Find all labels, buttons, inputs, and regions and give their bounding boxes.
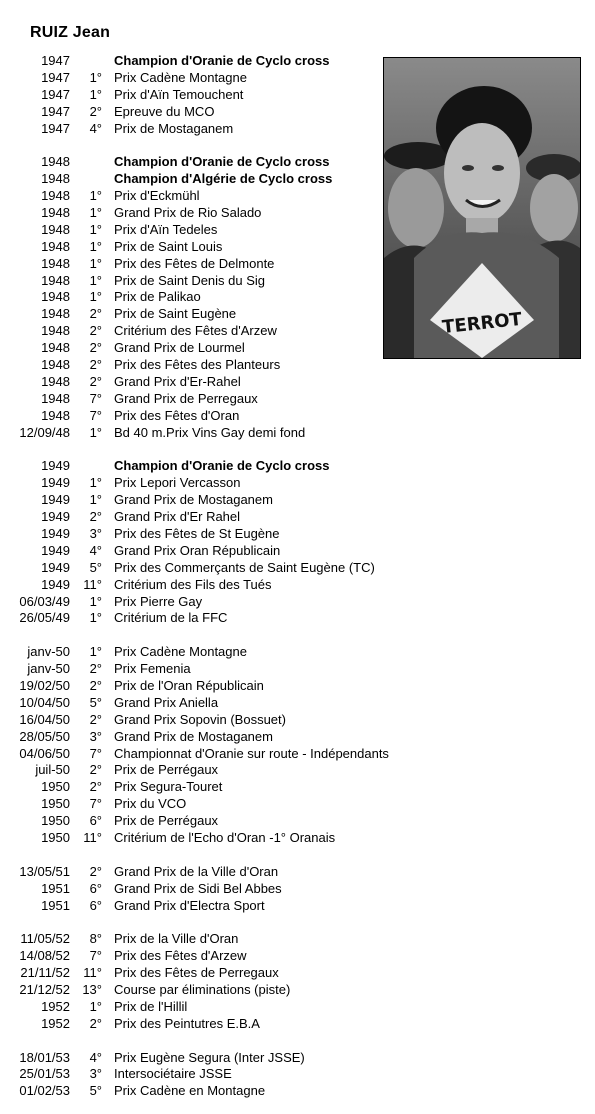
result-event: Prix Segura-Touret <box>114 779 223 795</box>
result-row <box>0 712 595 729</box>
result-event: Grand Prix de Sidi Bel Abbes <box>114 880 282 896</box>
result-event: Grand Prix de Perregaux <box>114 390 258 406</box>
result-rank: 1° <box>89 610 102 626</box>
result-event: Champion d'Algérie de Cyclo cross <box>114 171 333 187</box>
result-event: Prix des Commerçants de Saint Eugène (TC) <box>114 559 375 575</box>
result-date: 06/03/49 <box>19 593 70 609</box>
result-event: Intersociétaire JSSE <box>114 1066 232 1082</box>
result-row <box>0 475 595 492</box>
result-row <box>0 729 595 746</box>
result-rank: 6° <box>89 897 102 913</box>
result-date: 18/01/53 <box>19 1049 70 1065</box>
result-event: Grand Prix de Rio Salado <box>114 205 262 221</box>
result-row <box>0 779 595 796</box>
result-event: Prix de Saint Denis du Sig <box>114 272 266 288</box>
result-row <box>0 813 595 830</box>
result-event: Prix de Saint Eugène <box>114 306 237 322</box>
result-event: Prix des Fêtes de Perregaux <box>114 965 279 981</box>
result-rank: 1° <box>89 255 102 271</box>
result-rank: 2° <box>89 306 102 322</box>
result-event: Prix Pierre Gay <box>114 593 203 609</box>
result-event: Prix Cadène Montagne <box>114 69 247 85</box>
result-row <box>0 695 595 712</box>
result-rank: 6° <box>89 880 102 896</box>
result-rank: 11° <box>83 829 102 845</box>
result-rank: 3° <box>89 728 102 744</box>
result-date: 1948 <box>41 340 70 356</box>
result-row <box>0 492 595 509</box>
result-rank: 13° <box>82 981 102 997</box>
result-date: 1948 <box>41 221 70 237</box>
result-date: 1949 <box>41 542 70 558</box>
result-row <box>0 982 595 999</box>
result-date: 1949 <box>41 559 70 575</box>
result-rank: 1° <box>89 238 102 254</box>
result-row <box>0 408 595 425</box>
result-rank: 1° <box>89 272 102 288</box>
rider-name: RUIZ Jean <box>30 24 111 41</box>
result-date: 1947 <box>41 120 70 136</box>
result-rank: 1° <box>89 205 102 221</box>
result-event: Champion d'Oranie de Cyclo cross <box>114 154 330 170</box>
result-date: 16/04/50 <box>19 711 70 727</box>
result-row <box>0 391 595 408</box>
result-date: 1948 <box>41 373 70 389</box>
result-event: Grand Prix de Mostaganem <box>114 728 273 744</box>
result-rank: 5° <box>89 1083 102 1099</box>
result-rank: 11° <box>83 576 102 592</box>
result-rank: 2° <box>89 779 102 795</box>
result-event: Prix de Perrégaux <box>114 762 219 778</box>
result-rank: 7° <box>89 407 102 423</box>
result-row <box>0 458 595 475</box>
result-event: Prix des Fêtes d'Oran <box>114 407 240 423</box>
result-row <box>0 577 595 594</box>
result-date: 1950 <box>41 813 70 829</box>
result-date: 1947 <box>41 103 70 119</box>
result-date: 1949 <box>41 525 70 541</box>
result-rank: 5° <box>89 694 102 710</box>
result-row <box>0 526 595 543</box>
result-rank: 7° <box>89 796 102 812</box>
section-gap <box>0 847 595 864</box>
result-rank: 1° <box>89 221 102 237</box>
result-rank: 2° <box>89 373 102 389</box>
result-event: Prix des Peintutres E.B.A <box>114 1015 260 1031</box>
result-date: 1948 <box>41 407 70 423</box>
result-rank: 11° <box>83 965 102 981</box>
result-event: Prix des Fêtes de Delmonte <box>114 255 275 271</box>
result-row <box>0 1016 595 1033</box>
result-rank: 1° <box>89 188 102 204</box>
result-date: 1952 <box>41 998 70 1014</box>
result-rank: 4° <box>89 542 102 558</box>
result-rank: 2° <box>89 357 102 373</box>
result-event: Grand Prix Sopovin (Bossuet) <box>114 711 286 727</box>
result-date: 1951 <box>41 880 70 896</box>
result-event: Prix des Fêtes de St Eugène <box>114 525 280 541</box>
result-event: Prix Eugène Segura (Inter JSSE) <box>114 1049 305 1065</box>
result-event: Prix de l'Oran Républicain <box>114 677 264 693</box>
result-rank: 2° <box>89 323 102 339</box>
section-gap <box>0 441 595 458</box>
result-event: Critérium des Fêtes d'Arzew <box>114 323 277 339</box>
result-rank: 4° <box>89 120 102 136</box>
result-rank: 2° <box>89 340 102 356</box>
result-row <box>0 898 595 915</box>
result-event: Grand Prix d'Electra Sport <box>114 897 265 913</box>
result-date: 1947 <box>41 69 70 85</box>
result-event: Grand Prix Oran Républicain <box>114 542 281 558</box>
result-event: Bd 40 m.Prix Vins Gay demi fond <box>114 424 306 440</box>
result-rank: 2° <box>89 661 102 677</box>
rider-photo <box>383 57 581 359</box>
result-date: 21/12/52 <box>19 981 70 997</box>
result-date: 1950 <box>41 796 70 812</box>
result-row <box>0 796 595 813</box>
result-row <box>0 357 595 374</box>
rider-photo-image <box>384 58 580 358</box>
result-date: 1952 <box>41 1015 70 1031</box>
result-row <box>0 931 595 948</box>
result-row <box>0 830 595 847</box>
result-event: Prix de la Ville d'Oran <box>114 931 239 947</box>
result-date: 1949 <box>41 576 70 592</box>
result-row <box>0 999 595 1016</box>
result-rank: 7° <box>89 745 102 761</box>
result-rank: 6° <box>89 813 102 829</box>
result-row <box>0 948 595 965</box>
section-gap <box>0 627 595 644</box>
result-rank: 2° <box>89 711 102 727</box>
result-row <box>0 1066 595 1083</box>
result-row <box>0 864 595 881</box>
result-date: 28/05/50 <box>19 728 70 744</box>
result-date: 26/05/49 <box>19 610 70 626</box>
result-rank: 3° <box>89 1066 102 1082</box>
result-rank: 1° <box>89 593 102 609</box>
result-event: Prix du VCO <box>114 796 187 812</box>
result-date: 01/02/53 <box>19 1083 70 1099</box>
result-date: 1948 <box>41 255 70 271</box>
result-rank: 1° <box>89 492 102 508</box>
result-date: 12/09/48 <box>19 424 70 440</box>
result-row <box>0 374 595 391</box>
result-rank: 1° <box>89 998 102 1014</box>
result-rank: 1° <box>89 86 102 102</box>
section-gap <box>0 1033 595 1050</box>
result-date: 1948 <box>41 357 70 373</box>
result-date: 1948 <box>41 205 70 221</box>
result-rank: 4° <box>89 1049 102 1065</box>
result-date: 1947 <box>41 53 70 68</box>
result-event: Champion d'Oranie de Cyclo cross <box>114 458 330 474</box>
result-event: Champion d'Oranie de Cyclo cross <box>114 53 330 68</box>
result-date: 21/11/52 <box>20 965 70 981</box>
result-event: Grand Prix de Mostaganem <box>114 492 273 508</box>
result-date: janv-50 <box>27 661 70 677</box>
result-row <box>0 594 595 611</box>
result-date: janv-50 <box>27 644 70 660</box>
result-event: Epreuve du MCO <box>114 103 215 119</box>
result-rank: 2° <box>89 103 102 119</box>
result-event: Prix Lepori Vercasson <box>114 475 241 491</box>
result-row <box>0 543 595 560</box>
result-row <box>0 644 595 661</box>
result-row <box>0 762 595 779</box>
result-row <box>0 1050 595 1067</box>
result-row <box>0 509 595 526</box>
result-event: Grand Prix Aniella <box>114 694 219 710</box>
result-event: Grand Prix de Lourmel <box>114 340 245 356</box>
result-row <box>0 746 595 763</box>
result-rank: 1° <box>89 289 102 305</box>
result-rank: 1° <box>89 475 102 491</box>
result-rank: 2° <box>89 677 102 693</box>
result-event: Grand Prix d'Er-Rahel <box>114 373 241 389</box>
result-date: juil-50 <box>35 762 70 778</box>
result-rank: 1° <box>89 69 102 85</box>
result-rank: 2° <box>89 863 102 879</box>
result-date: 19/02/50 <box>19 677 70 693</box>
result-event: Critérium de l'Echo d'Oran -1° Oranais <box>114 829 336 845</box>
result-date: 1948 <box>41 323 70 339</box>
result-event: Prix de Palikao <box>114 289 201 305</box>
result-date: 1950 <box>41 829 70 845</box>
result-date: 1947 <box>41 86 70 102</box>
result-event: Prix des Fêtes d'Arzew <box>114 948 247 964</box>
result-event: Prix d'Aïn Temouchent <box>114 86 244 102</box>
section-gap <box>0 914 595 931</box>
result-rank: 3° <box>89 525 102 541</box>
result-event: Championnat d'Oranie sur route - Indépendants <box>114 745 389 761</box>
result-date: 1948 <box>41 171 70 187</box>
result-event: Prix Femenia <box>114 661 191 677</box>
result-row <box>0 661 595 678</box>
result-rank: 5° <box>89 559 102 575</box>
result-date: 1948 <box>41 390 70 406</box>
result-event: Prix Cadène en Montagne <box>114 1083 266 1099</box>
result-rank: 1° <box>89 644 102 660</box>
result-row <box>0 1083 595 1100</box>
result-rank: 1° <box>89 424 102 440</box>
result-date: 1948 <box>41 188 70 204</box>
result-row <box>0 425 595 442</box>
result-row <box>0 610 595 627</box>
result-date: 1949 <box>41 475 70 491</box>
result-date: 1951 <box>41 897 70 913</box>
result-row <box>0 881 595 898</box>
result-date: 1948 <box>41 306 70 322</box>
result-event: Prix d'Eckmühl <box>114 188 200 204</box>
result-date: 1948 <box>41 154 70 170</box>
result-date: 25/01/53 <box>19 1066 70 1082</box>
result-event: Prix des Fêtes des Planteurs <box>114 357 281 373</box>
result-event: Prix de Perrégaux <box>114 813 219 829</box>
result-date: 1949 <box>41 458 70 474</box>
result-date: 1948 <box>41 289 70 305</box>
result-date: 1950 <box>41 779 70 795</box>
result-rank: 7° <box>89 948 102 964</box>
result-event: Prix Cadène Montagne <box>114 644 247 660</box>
result-rank: 2° <box>89 1015 102 1031</box>
result-date: 1949 <box>41 509 70 525</box>
result-date: 04/06/50 <box>19 745 70 761</box>
result-rank: 2° <box>89 509 102 525</box>
result-rank: 7° <box>89 390 102 406</box>
result-row <box>0 678 595 695</box>
result-date: 1948 <box>41 238 70 254</box>
jersey-text: TERROT <box>441 308 523 339</box>
result-event: Prix de l'Hillil <box>114 998 188 1014</box>
result-event: Prix d'Aïn Tedeles <box>114 221 218 237</box>
result-event: Course par éliminations (piste) <box>114 981 291 997</box>
result-date: 1948 <box>41 272 70 288</box>
result-rank: 2° <box>89 762 102 778</box>
result-event: Grand Prix d'Er Rahel <box>114 509 241 525</box>
result-event: Critérium des Fils des Tués <box>114 576 272 592</box>
result-date: 11/05/52 <box>20 931 70 947</box>
result-row <box>0 965 595 982</box>
result-rank: 8° <box>89 931 102 947</box>
result-event: Prix de Mostaganem <box>114 120 234 136</box>
result-row <box>0 560 595 577</box>
result-event: Critérium de la FFC <box>114 610 228 626</box>
result-date: 14/08/52 <box>19 948 70 964</box>
result-date: 1949 <box>41 492 70 508</box>
result-event: Prix de Saint Louis <box>114 238 223 254</box>
result-date: 10/04/50 <box>19 694 70 710</box>
result-date: 13/05/51 <box>19 863 70 879</box>
result-event: Grand Prix de la Ville d'Oran <box>114 863 279 879</box>
